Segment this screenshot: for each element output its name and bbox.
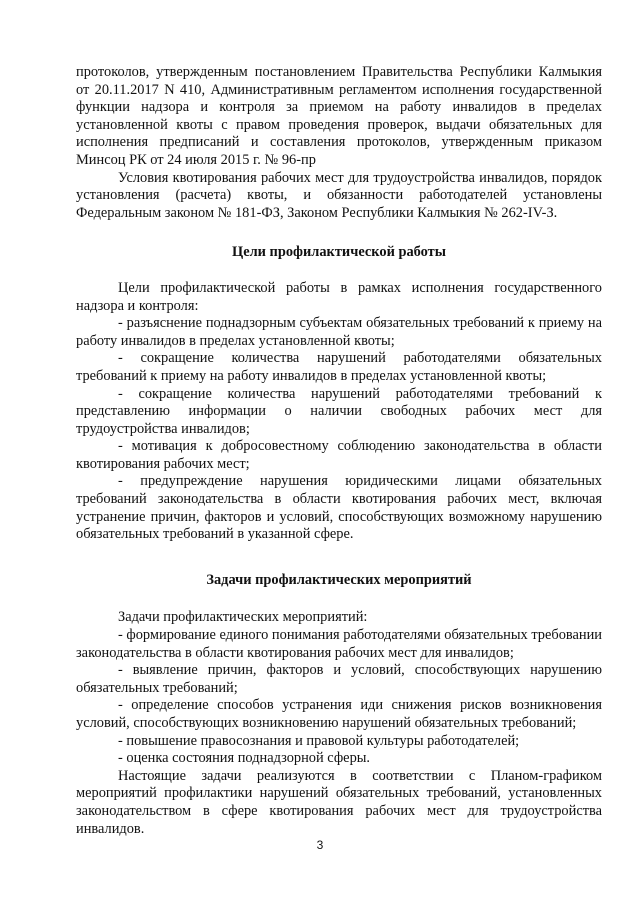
list-item: - разъяснение поднадзорным субъектам обязательных требований к приему на работу инвалидов в пределах установленной квоты; bbox=[76, 315, 602, 349]
list-item: - выявление причин, факторов и условий, способствующих нарушению обязательных требований; bbox=[76, 662, 602, 696]
page-number: 3 bbox=[316, 838, 324, 852]
list-item: - предупреждение нарушения юридическими лицами обязательных требований законодательства в области квотирования рабочих мест, включая устранение причин, факторов и условий, способствующих возможному нарушению обязательных требований в указанной сфере. bbox=[76, 473, 602, 543]
section-heading: Задачи профилактических мероприятий bbox=[206, 571, 472, 588]
list-item: - сокращение количества нарушений работодателями обязательных требований к приему на работу инвалидов в пределах установленной квоты; bbox=[76, 350, 602, 384]
closing-paragraph: Настоящие задачи реализуются в соответствии с Планом-графиком мероприятий профилактики нарушений обязательных требований, установленных законодательством в сфере квотирования рабочих мест для трудоустройства инвалидов. bbox=[76, 767, 602, 837]
page-content bbox=[76, 64, 602, 838]
section-lead: Задачи профилактических мероприятий: bbox=[118, 609, 368, 626]
intro-paragraph: Условия квотирования рабочих мест для трудоустройства инвалидов, порядок установления (расчета) квоты, и обязанности работодателей установлены Федеральным законом № 181-ФЗ, Законом Республики Калмыкия № 262-IV-З. bbox=[76, 169, 602, 221]
list-item: - формирование единого понимания работодателями обязательных требовании законодательства в области квотирования рабочих мест для инвалидов; bbox=[76, 627, 602, 661]
list-item: - определение способов устранения иди снижения рисков возникновения условий, способствующих возникновению нарушений обязательных требований; bbox=[76, 697, 602, 731]
list-item: - повышение правосознания и правовой культуры работодателей; bbox=[118, 732, 520, 749]
list-item: - оценка состояния поднадзорной сферы. bbox=[118, 750, 371, 767]
list-item: - сокращение количества нарушений работодателями требований к представлению информации о наличии свободных рабочих мест для трудоустройства инвалидов; bbox=[76, 385, 602, 437]
section-lead: Цели профилактической работы в рамках исполнения государственного надзора и контроля: bbox=[76, 279, 602, 314]
intro-paragraph: протоколов, утвержденным постановлением Правительства Республики Калмыкия от 20.11.2017 N 410, Административным регламентом исполнения государственной функции надзора и контроля за приемом на работу инвалидов в пределах установленной квоты с правом проведения проверок, выдачи обязательных для исполнения предписаний и составления протоколов, утвержденным приказом Минсоц РК от 24 июля 2015 г. № 96-пр bbox=[76, 64, 602, 168]
section-heading: Цели профилактической работы bbox=[232, 244, 446, 261]
list-item: - мотивация к добросовестному соблюдению законодательства в области квотирования рабочих мест; bbox=[76, 438, 602, 472]
